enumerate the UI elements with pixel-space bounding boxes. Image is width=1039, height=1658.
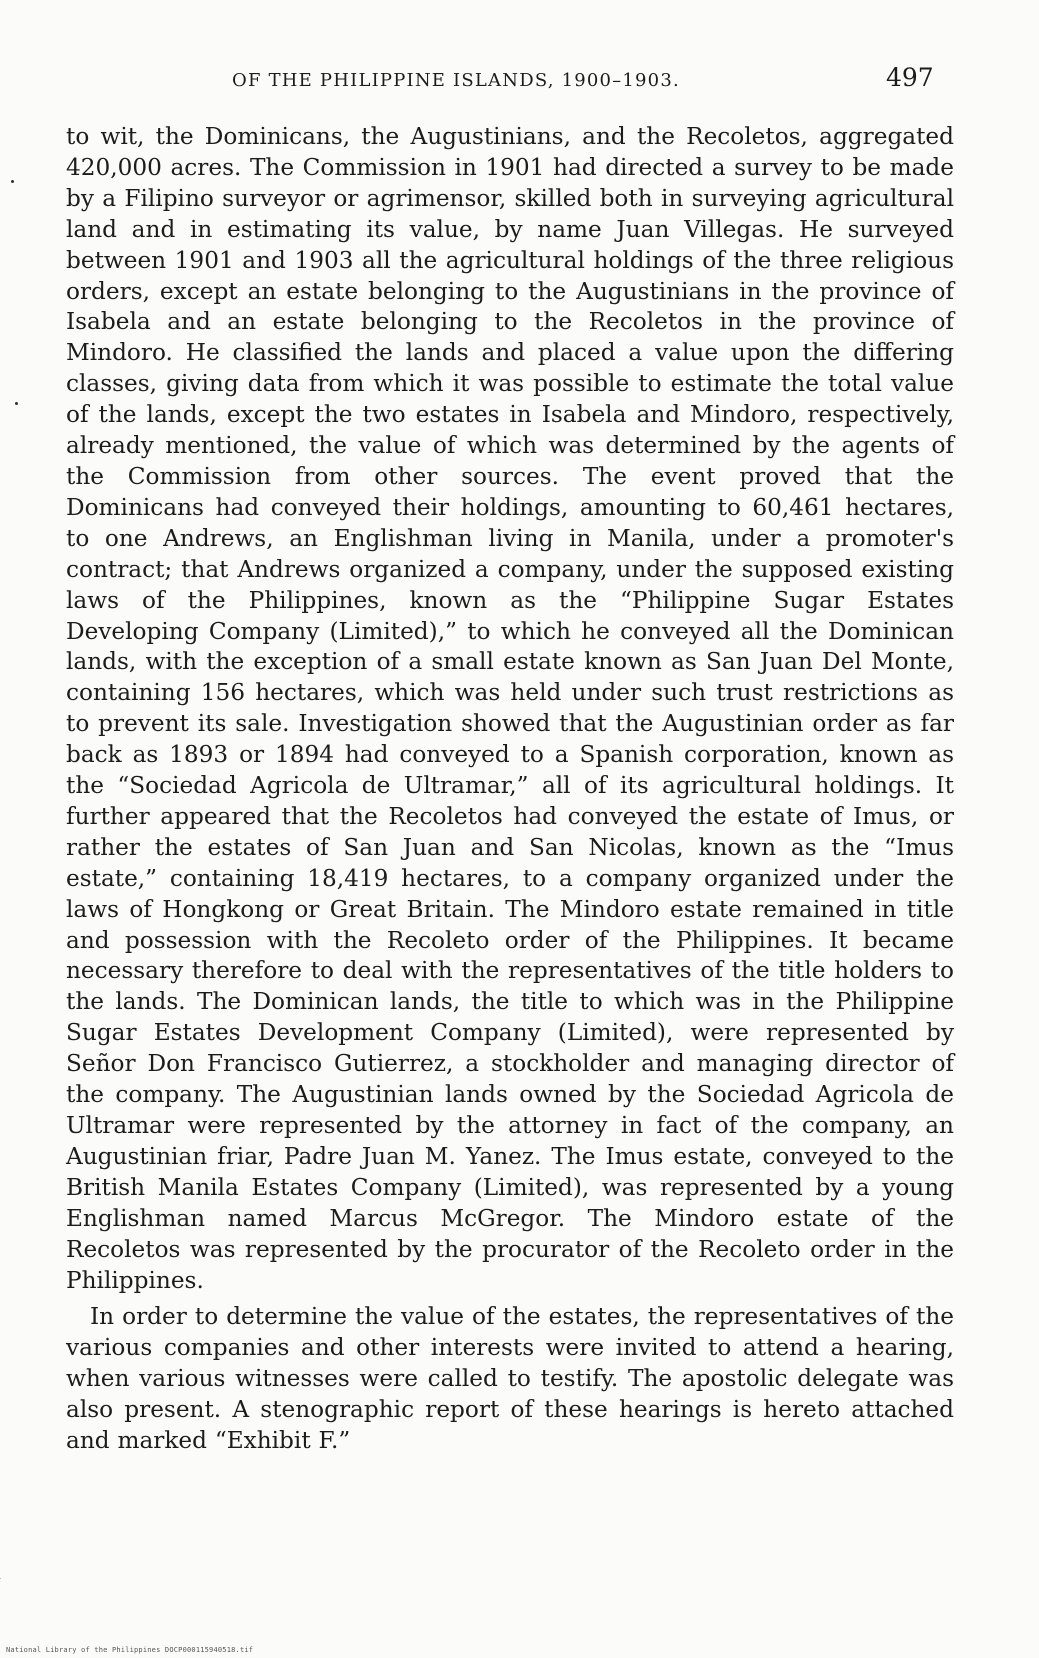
margin-speck (11, 180, 14, 183)
running-title: OF THE PHILIPPINE ISLANDS, 1900–1903. (232, 70, 680, 91)
scan-artifact (0, 1578, 1, 1579)
body-text (66, 122, 954, 1457)
scan-stamp: National Library of the Philippines DOCP000115940518.tif (6, 1646, 254, 1654)
page-number: 497 (886, 63, 934, 92)
paragraph-2: In order to determine the value of the estates, the representatives of the various companies and other interests were invited to attend a hearing, when various witnesses were called to testify. The apostolic delegate was also present. A stenographic report of these hearings is hereto attached and marked “Exhibit F.” (66, 1303, 954, 1455)
margin-speck (15, 402, 18, 405)
paragraph-1: to wit, the Dominicans, the Augustinians, and the Recoletos, aggregated 420,000 acres. The Commission in 1901 had directed a survey to be made by a Filipino surveyor or agrimensor, skilled both in surveying agricultural land and in estimating its value, by name Juan Villegas. He surveyed between 1901 and 1903 all the agricultural holdings of the three religious orders, except an estate belonging to the Augustinians in the province of Isabela and an estate belonging to the Recoletos in the province of Mindoro. He classified the lands and placed a value upon the differing classes, giving data from which it was possible to estimate the total value of the lands, except the two estates in Isabela and Mindoro, respectively, already mentioned, the value of which was determined by the agents of the Commission from other sources. The event proved that the Dominicans had conveyed their holdings, amounting to 60,461 hectares, to one Andrews, an Englishman living in Manila, under a promoter's contract; that Andrews organized a company, under the supposed existing laws of the Philippines, known as the “Philippine Sugar Estates Developing Company (Limited),” to which he conveyed all the Dominican lands, with the exception of a small estate known as San Juan Del Monte, containing 156 hectares, which was held under such trust restrictions as to prevent its sale. Investigation showed that the Augustinian order as far back as 1893 or 1894 had conveyed to a Spanish corporation, known as the “Sociedad Agricola de Ultramar,” all of its agricultural holdings. It further appeared that the Recoletos had conveyed the estate of Imus, or rather the estates of San Juan and San Nicolas, known as the “Imus estate,” containing 18,419 hectares, to a company organized under the laws of Hongkong or Great Britain. The Mindoro estate remained in title and possession with the Recoleto order of the Philippines. It became necessary therefore to deal with the representatives of the title holders to the lands. The Dominican lands, the title to which was in the Philippine Sugar Estates Development Company (Limited), were represented by Señor Don Francisco Gutierrez, a stockholder and managing director of the company. The Augustinian lands owned by the Sociedad Agricola de Ultramar were represented by the attorney in fact of the company, an Augustinian friar, Padre Juan M. Yanez. The Imus estate, conveyed to the British Manila Estates Company (Limited), was represented by a young Englishman named Marcus McGregor. The Mindoro estate of the Recoletos was represented by the procurator of the Recoleto order in the Philippines. (66, 123, 954, 1294)
